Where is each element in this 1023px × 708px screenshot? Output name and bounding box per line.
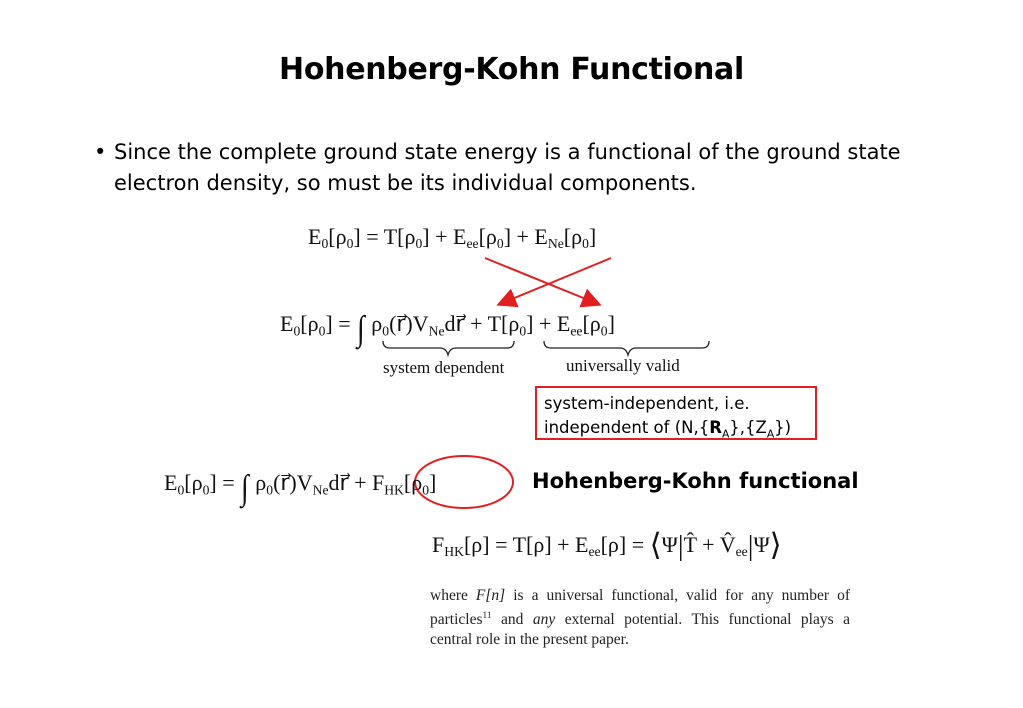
- arrow-to-left: [500, 258, 611, 304]
- bullet-marker: •: [94, 140, 107, 164]
- equation-energy-components: $E_0[\rho_0] = T[\rho_0] + E_{ee}[\rho_0] + E_{Ne}[\rho_0]$: [308, 224, 597, 252]
- annotation-box-system-independent: [535, 386, 817, 440]
- arrow-to-right: [485, 258, 598, 304]
- equation-fhk-definition: $F_{HK}[\rho] = T[\rho] + E_{ee}[\rho]$ = ⟨Ψ|T̂ + $V̂_{ee}|\Psi⟩$: [432, 528, 782, 562]
- hk-functional-label: Hohenberg-Kohn functional: [532, 469, 859, 493]
- bullet-text: Since the complete ground state energy is a functional of the ground state electron density, so must be its individual components.: [114, 140, 901, 195]
- equation-energy-split: $E_0[\rho_0]$ = ∫ $\rho_0(r⃗)V_{Ne}dr⃗ + T[\rho_0] + E_{ee}[\rho_0]$: [280, 309, 615, 348]
- annotation-line-1: system-independent, i.e.: [544, 394, 750, 413]
- label-system-dependent: system dependent: [383, 358, 505, 377]
- page-title: Hohenberg-Kohn Functional: [279, 52, 744, 87]
- equation-energy-hk: $E_0[\rho_0]$ = ∫ $\rho_0(r⃗)V_{Ne}dr⃗ + F_{HK}[\rho_0]$: [164, 468, 437, 507]
- paper-quote: where F[n] is a universal functional, valid for any number of particles$^{11}$ and any external potential. This functional plays a central role in the present paper.: [430, 587, 850, 649]
- label-universally-valid: universally valid: [566, 356, 680, 375]
- annotation-line-2: independent of $(N,\{R_A\},\{Z_A\})$: [544, 418, 792, 441]
